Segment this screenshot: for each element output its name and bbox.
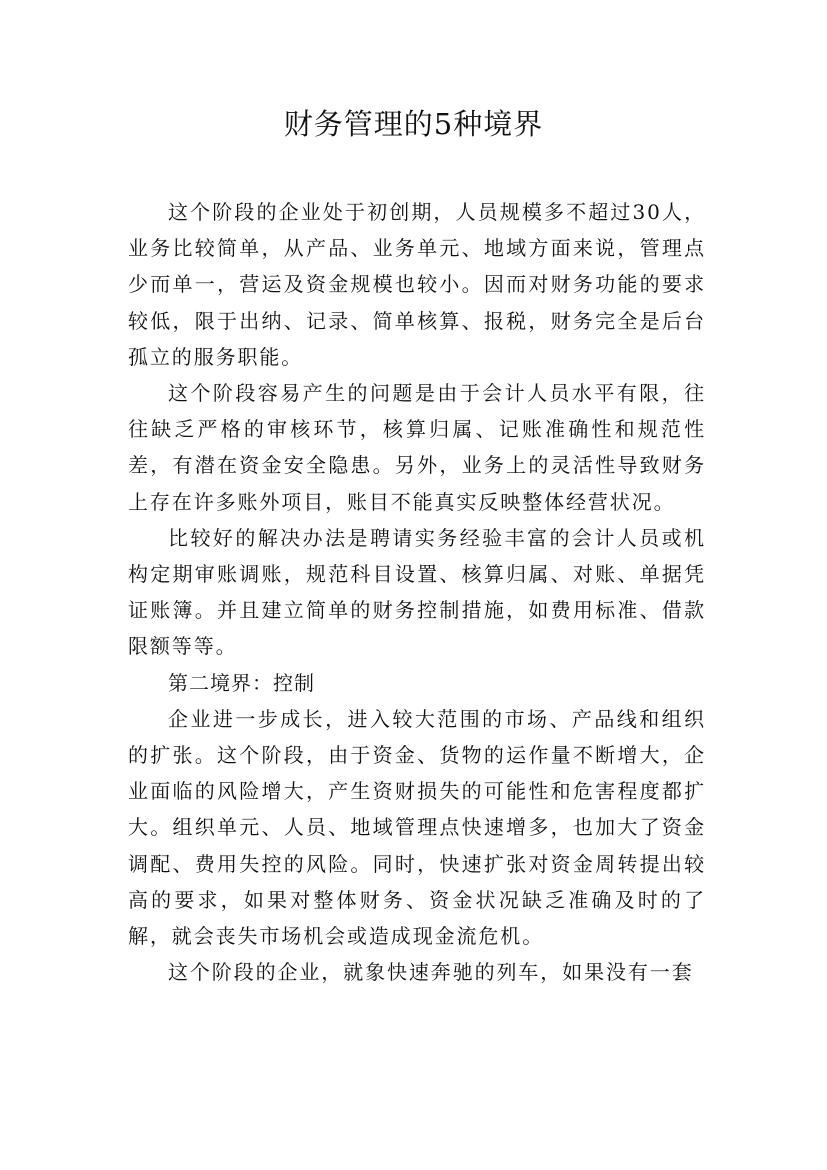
section-heading-control: 第二境界：控制 — [168, 670, 315, 695]
paragraph-startup-problems: 这个阶段容易产生的问题是由于会计人员水平有限，往往缺乏严格的审核环节，核算归属、记账准确性和规范性差，有潜在资金安全隐患。另外，业务上的灵活性导致财务上存在许多账外项目，账目不能真实反映整体经营状况。 — [128, 381, 706, 514]
document-title: 财务管理的5种境界 — [283, 107, 544, 141]
paragraph-startup-solution: 比较好的解决办法是聘请实务经验丰富的会计人员或机构定期审账调账，规范科目设置、核算归属、对账、单据凭证账簿。并且建立简单的财务控制措施，如费用标准、借款限额等等。 — [128, 525, 706, 659]
paragraph-control-analogy: 这个阶段的企业，就象快速奔驰的列车，如果没有一套 — [168, 960, 694, 985]
paragraph-startup-stage: 这个阶段的企业处于初创期，人员规模多不超过30人，业务比较简单，从产品、业务单元、地域方面来说，管理点少而单一，营运及资金规模也较小。因而对财务功能的要求较低，限于出纳、记录、简单核算、报税，财务完全是后台孤立的服务职能。 — [128, 200, 706, 369]
document-body — [128, 194, 706, 990]
paragraph-control-stage: 企业进一步成长，进入较大范围的市场、产品线和组织的扩张。这个阶段，由于资金、货物的运作量不断增大，企业面临的风险增大，产生资财损失的可能性和危害程度都扩大。组织单元、人员、地域管理点快速增多，也加大了资金调配、费用失控的风险。同时，快速扩张对资金周转提出较高的要求，如果对整体财务、资金状况缺乏准确及时的了解，就会丧失市场机会或造成现金流危机。 — [128, 706, 706, 949]
